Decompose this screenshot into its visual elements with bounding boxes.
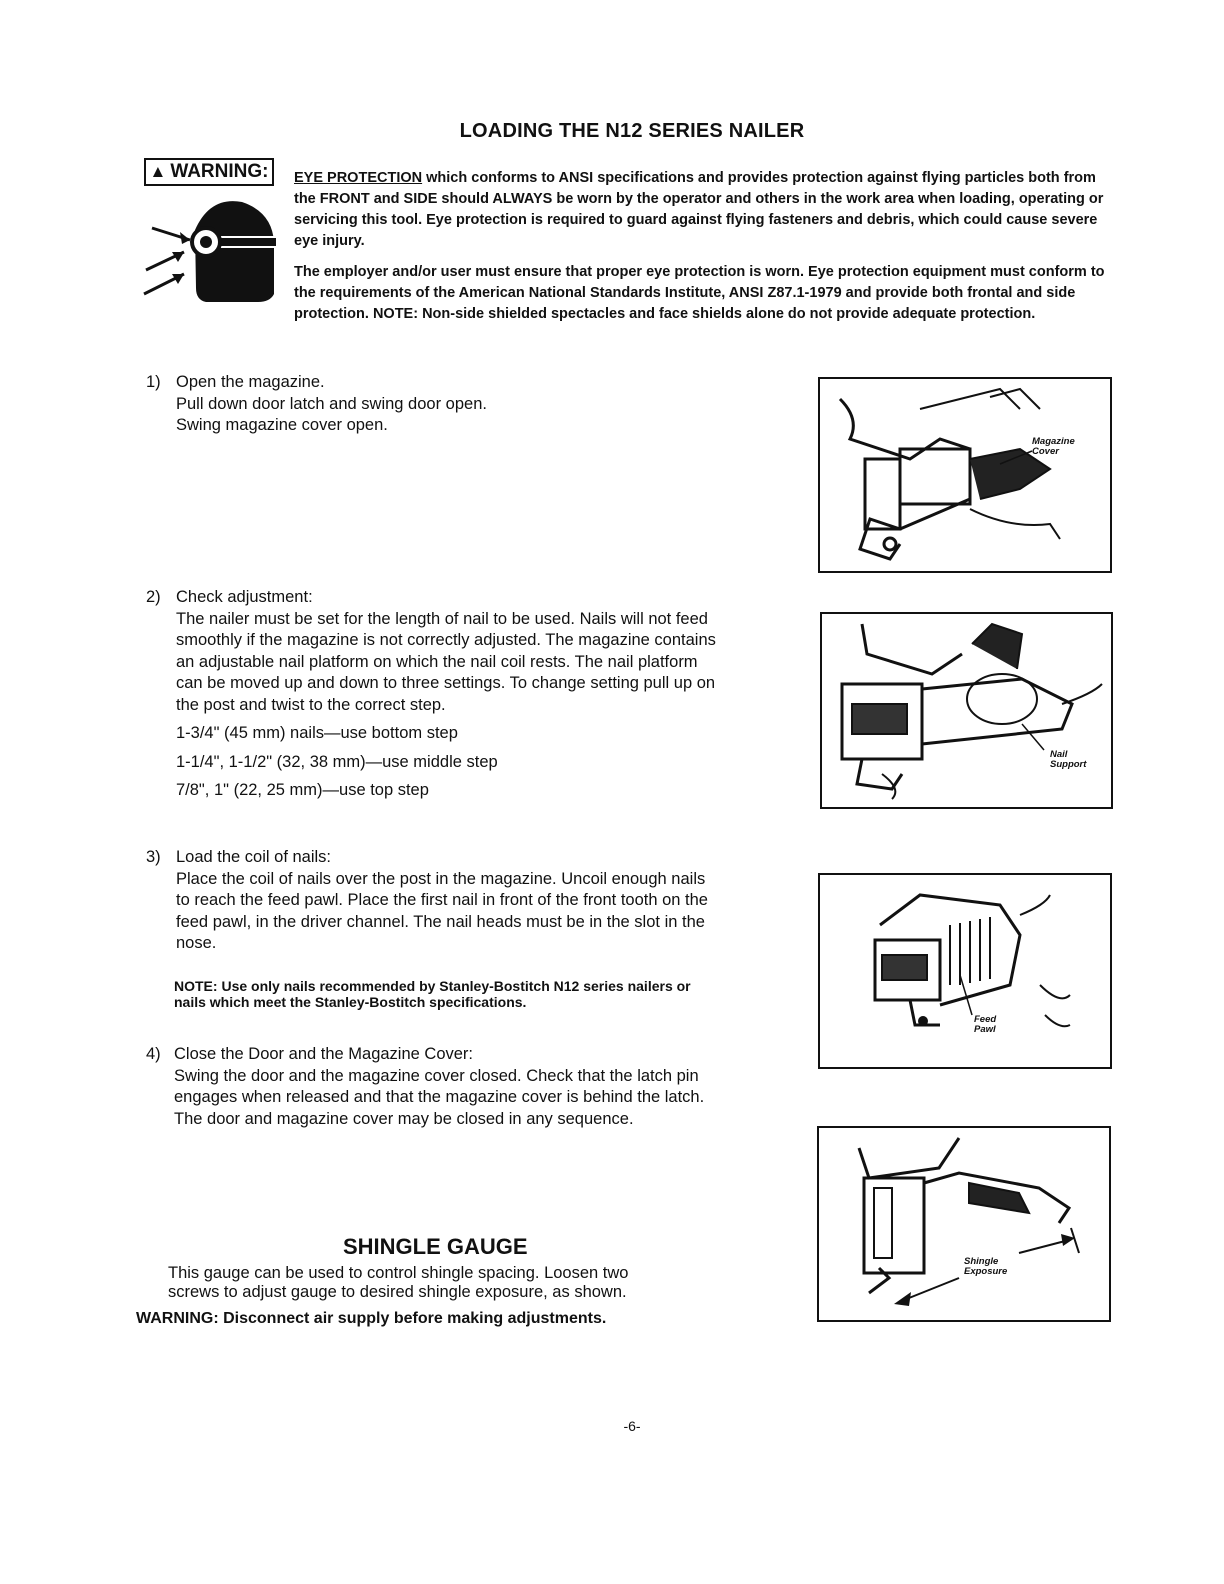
warning-paragraph-2: The employer and/or user must ensure that proper eye protection is worn. Eye protection equipment must conform to the requirements of the American National Standards Institute, ANSI Z87.1-1979 and provide both frontal and side protection. NOTE: Non-side shielded spectacles and face shields alone do not provide adequate protection. bbox=[294, 264, 1105, 322]
step-2-body bbox=[176, 587, 721, 802]
step-2-heading: Check adjustment: bbox=[176, 588, 313, 606]
figure-4-label-line-2: Exposure bbox=[964, 1266, 1008, 1277]
step-2-setting-1: 1-3/4" (45 mm) nails—use bottom step bbox=[176, 724, 458, 742]
step-2-number: 2) bbox=[146, 588, 161, 606]
nailer-magazine-illustration bbox=[820, 379, 1110, 571]
feed-pawl-illustration bbox=[820, 875, 1110, 1067]
step-1-number: 1) bbox=[146, 373, 161, 391]
figure-feed-pawl bbox=[818, 873, 1112, 1069]
step-2-setting-2: 1-1/4", 1-1/2" (32, 38 mm)—use middle step bbox=[176, 752, 498, 771]
shingle-gauge-line-2: screws to adjust gauge to desired shingle exposure, as shown. bbox=[168, 1283, 627, 1301]
step-3-note bbox=[174, 978, 694, 1010]
figure-2-label-line-1: Nail bbox=[1050, 749, 1068, 760]
step-4-heading: Close the Door and the Magazine Cover: bbox=[174, 1045, 473, 1063]
eye-protection-icon bbox=[140, 196, 280, 306]
figure-3-label-line-1: Feed bbox=[974, 1014, 997, 1025]
page-number: -6- bbox=[623, 1418, 641, 1434]
note-text: Use only nails recommended by Stanley-Bostitch N12 series nailers or nails which meet the Stanley-Bostitch specifications. bbox=[174, 978, 691, 1010]
warning-badge bbox=[144, 158, 274, 186]
step-4-text: Swing the door and the magazine cover closed. Check that the latch pin engages when released and that the magazine cover is behind the latch. The door and magazine cover may be closed in any sequence. bbox=[174, 1066, 705, 1128]
figure-1-label-line-1: Magazine bbox=[1032, 436, 1075, 447]
nail-support-illustration bbox=[822, 614, 1111, 807]
warning-paragraph-1-text: which conforms to ANSI specifications and provides protection against flying particles both from the FRONT and SIDE should ALWAYS be worn by the operator and others in the work area when loading, operating or servicing this tool. Eye protection is required to guard against flying fasteners and debris, which could cause severe eye injury. bbox=[294, 170, 1104, 249]
warning-text bbox=[294, 168, 1119, 335]
step-3-heading: Load the coil of nails: bbox=[176, 848, 332, 866]
step-2-text: The nailer must be set for the length of nail to be used. Nails will not feed smoothly if the magazine is not correctly adjusted. The magazine contains an adjustable nail platform on which the nail coil rests. The nail platform can be moved up and down to three settings. To change setting pull up on the post and twist to the correct step. bbox=[176, 609, 716, 714]
warning-badge-label: WARNING: bbox=[170, 161, 269, 182]
step-1-body bbox=[176, 372, 736, 437]
step-3-number: 3) bbox=[146, 848, 161, 866]
shingle-exposure-illustration bbox=[819, 1128, 1109, 1320]
figure-shingle-exposure bbox=[817, 1126, 1111, 1322]
page-title: LOADING THE N12 SERIES NAILER bbox=[459, 120, 805, 142]
step-4-body bbox=[174, 1044, 709, 1130]
figure-4-label bbox=[964, 1257, 1007, 1277]
step-4-number: 4) bbox=[146, 1045, 161, 1063]
step-2-setting-3: 7/8", 1" (22, 25 mm)—use top step bbox=[176, 781, 429, 799]
figure-4-label-line-1: Shingle bbox=[964, 1256, 999, 1267]
figure-nail-support bbox=[820, 612, 1113, 809]
eye-protection-lead: EYE PROTECTION bbox=[294, 170, 423, 186]
shingle-gauge-warning: WARNING: Disconnect air supply before making adjustments. bbox=[136, 1310, 607, 1327]
step-1-line-3: Swing magazine cover open. bbox=[176, 416, 388, 434]
figure-1-label bbox=[1032, 437, 1075, 457]
step-1-line-2: Pull down door latch and swing door open. bbox=[176, 394, 487, 413]
shingle-gauge-title: SHINGLE GAUGE bbox=[343, 1234, 528, 1259]
figure-3-label-line-2: Pawl bbox=[974, 1024, 996, 1035]
step-1-line-1: Open the magazine. bbox=[176, 373, 325, 391]
warning-triangle-icon: ▲ bbox=[149, 162, 167, 181]
warning-paragraph-1 bbox=[294, 168, 1119, 252]
figure-2-label-line-2: Support bbox=[1050, 759, 1087, 770]
figure-magazine-cover bbox=[818, 377, 1112, 573]
figure-3-label bbox=[974, 1015, 996, 1035]
figure-2-label bbox=[1050, 750, 1086, 770]
step-3-body bbox=[176, 847, 716, 955]
shingle-gauge-text bbox=[168, 1264, 628, 1302]
shingle-gauge-line-1: This gauge can be used to control shingle spacing. Loosen two bbox=[168, 1264, 629, 1282]
figure-1-label-line-2: Cover bbox=[1032, 446, 1059, 457]
note-label: NOTE: bbox=[174, 978, 218, 994]
step-3-text: Place the coil of nails over the post in the magazine. Uncoil enough nails to reach the feed pawl. Place the first nail in front of the front tooth on the feed pawl, in the driver channel. The nail heads must be in the slot in the nose. bbox=[176, 869, 708, 952]
